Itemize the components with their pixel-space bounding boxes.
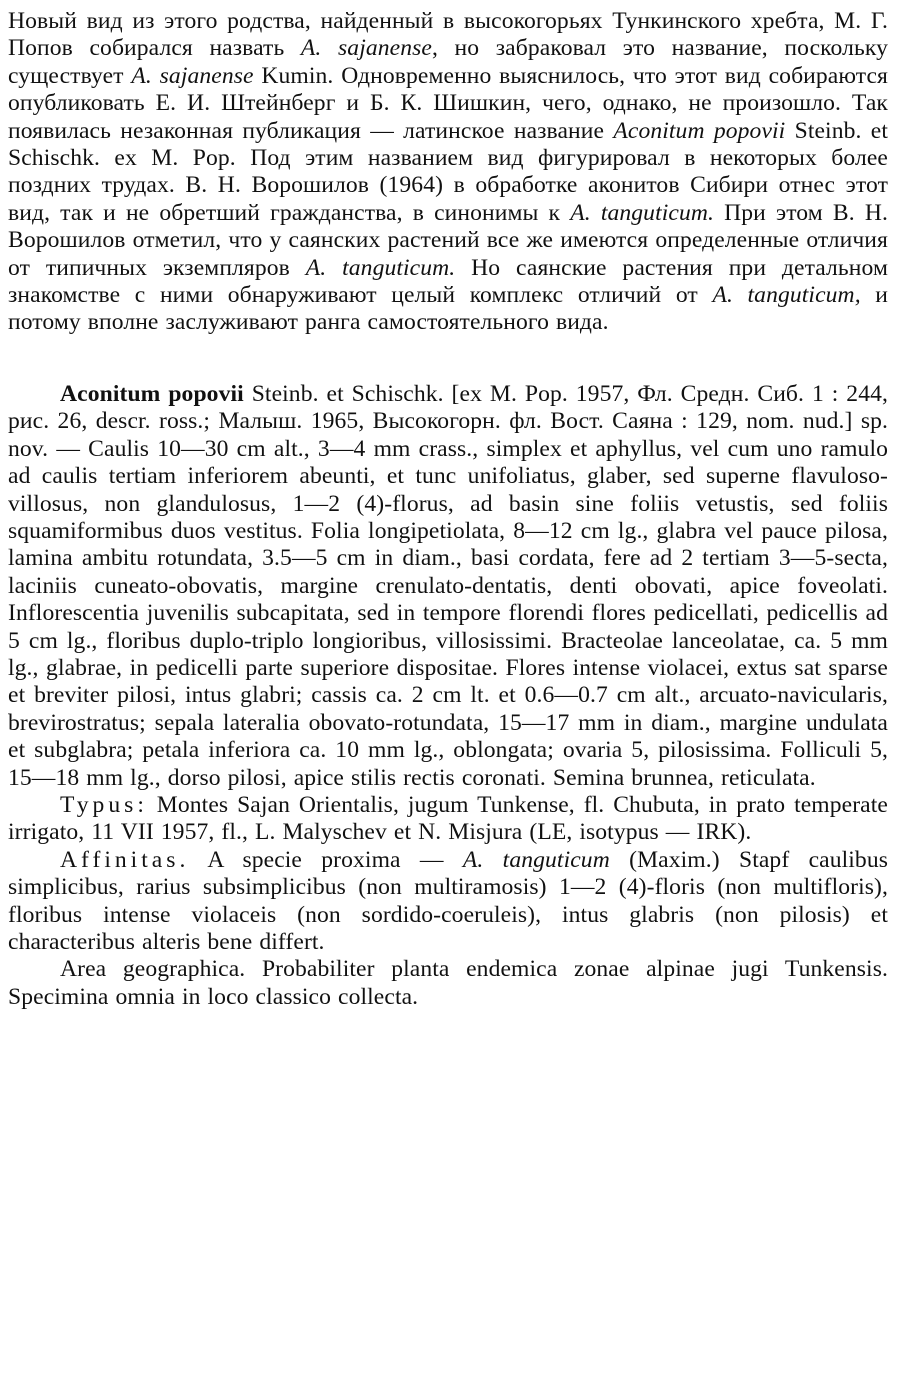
affinitas-paragraph <box>8 847 888 957</box>
species-description <box>8 381 888 792</box>
description-text: Steinb. et Schischk. [ex M. Pop. 1957, Фл. Средн. Сиб. 1 : 244, рис. 26, descr. ross.; Малыш. 1965, Высокогорн. фл. Вост. Саяна : 129, nom. nud.] sp. nov. — Caulis 10—30 cm alt., 3—4 mm crass., simplex et aphyllus, vel cum uno ramulo ad caulis tertiam inferiorem abeunti, et tunc unifoliatus, glaber, sed superne flavuloso-villosus, non glandulosus, 1—2 (4)-florus, ad basin sine foliis vetustis, sed foliis squamiformibus duos vestitus. Folia longipetiolata, 8—12 cm lg., glabra vel pauce pilosa, lamina ambitu rotundata, 3.5—5 cm in diam., basi cordata, fere ad 2 tertiam 3—5-secta, laciniis cuneato-obovatis, margine crenulato-dentatis, denti obovati, apice foveolati. Inflorescentia juvenilis subcapitata, sed in tempore florendi flores pedicellati, pedicellis ad 5 cm lg., floribus duplo-triplo longioribus, villosissimi. Bracteolae lanceolatae, ca. 5 mm lg., glabrae, in pedicelli parte superiore dispositae. Flores intense violacei, extus sat sparse et breviter pilosi, intus glabri; cassis ca. 2 cm lt. et 0.6—0.7 cm alt., arcuato-navicularis, brevirostratus; sepala lateralia obovato-rotundata, 15—17 mm in diam., margine undulata et subglabra; petala inferiora ca. 10 mm lg., oblongata; ovaria 5, pilosissima. Folliculi 5, 15—18 mm lg., dorso pilosi, apice stilis rectis coronati. Semina brunnea, reticulata. <box>8 380 888 791</box>
typus-text: Montes Sajan Orientalis, jugum Tunkense, fl. Chubuta, in prato temperate irrigato, 11 VII 1957, fl., L. Malyschev et N. Misjura (LE, isotypus — IRK). <box>8 791 888 846</box>
taxon-name: A. tanguticum, <box>712 282 861 309</box>
affinitas-label: Affinitas. <box>60 846 190 873</box>
taxon-name: A. tanguticum. <box>305 254 456 281</box>
intro-text: Kumin. Одновременно выяснилось, что этот вид собираются опубликовать Е. И. Штейнберг и Б. К. Шишкин, чего, однако, не произошло. Так появилась незаконная публикация — латинское название <box>8 62 889 144</box>
intro-text: , но забраковал это название, поскольку существует <box>8 35 888 89</box>
taxon-name: A. tanguticum. <box>570 199 714 226</box>
species-name-heading: Aconitum popovii <box>60 380 244 407</box>
typus-paragraph <box>8 792 888 847</box>
typus-label: Typus: <box>60 791 148 818</box>
intro-text: Но саянские растения при детальном знакомстве с ними обнаруживают целый комплекс отличий от <box>8 254 888 309</box>
intro-text: Steinb. et Schischk. ex M. Pop. Под этим названием вид фигурировал в некоторых более поздних трудах. В. Н. Ворошилов (1964) в обработке аконитов Сибири отнес этот вид, так и не обретший гражданства, в синонимы к <box>8 117 888 226</box>
intro-text: Новый вид из этого родства, найденный в высокогорьях Тункинского хребта, М. Г. Попов собирался назвать <box>8 8 888 62</box>
taxon-name: Aconitum popovii <box>613 117 786 144</box>
affinitas-text: (Maxim.) Stapf caulibus simplicibus, rarius subsimplicibus (non multiramosis) 1—2 (4)-floris (non multifloris), floribus intense violaceis (non sordido-coeruleis), intus glabris (non pilosis) et characteribus alteris bene differt. <box>8 846 888 955</box>
intro-text: При этом В. Н. Ворошилов отметил, что у саянских растений все же имеются определенные отличия от типичных экземпляров <box>8 199 888 281</box>
affinitas-text: A specie proxima — <box>189 846 463 873</box>
area-paragraph <box>8 956 888 1011</box>
taxon-name: A. sajanense <box>300 35 432 62</box>
area-text: Area geographica. Probabiliter planta endemica zonae alpinae jugi Tunkensis. Specimina omnia in loco classico collecta. <box>8 956 888 1010</box>
section-spacer <box>8 337 888 381</box>
document-page <box>8 8 888 1011</box>
intro-text: и потому вполне заслуживают ранга самостоятельного вида. <box>8 282 889 336</box>
taxon-name: A. tanguticum <box>462 846 610 873</box>
taxon-name: A. sajanense <box>131 62 254 89</box>
intro-paragraph <box>8 8 888 337</box>
